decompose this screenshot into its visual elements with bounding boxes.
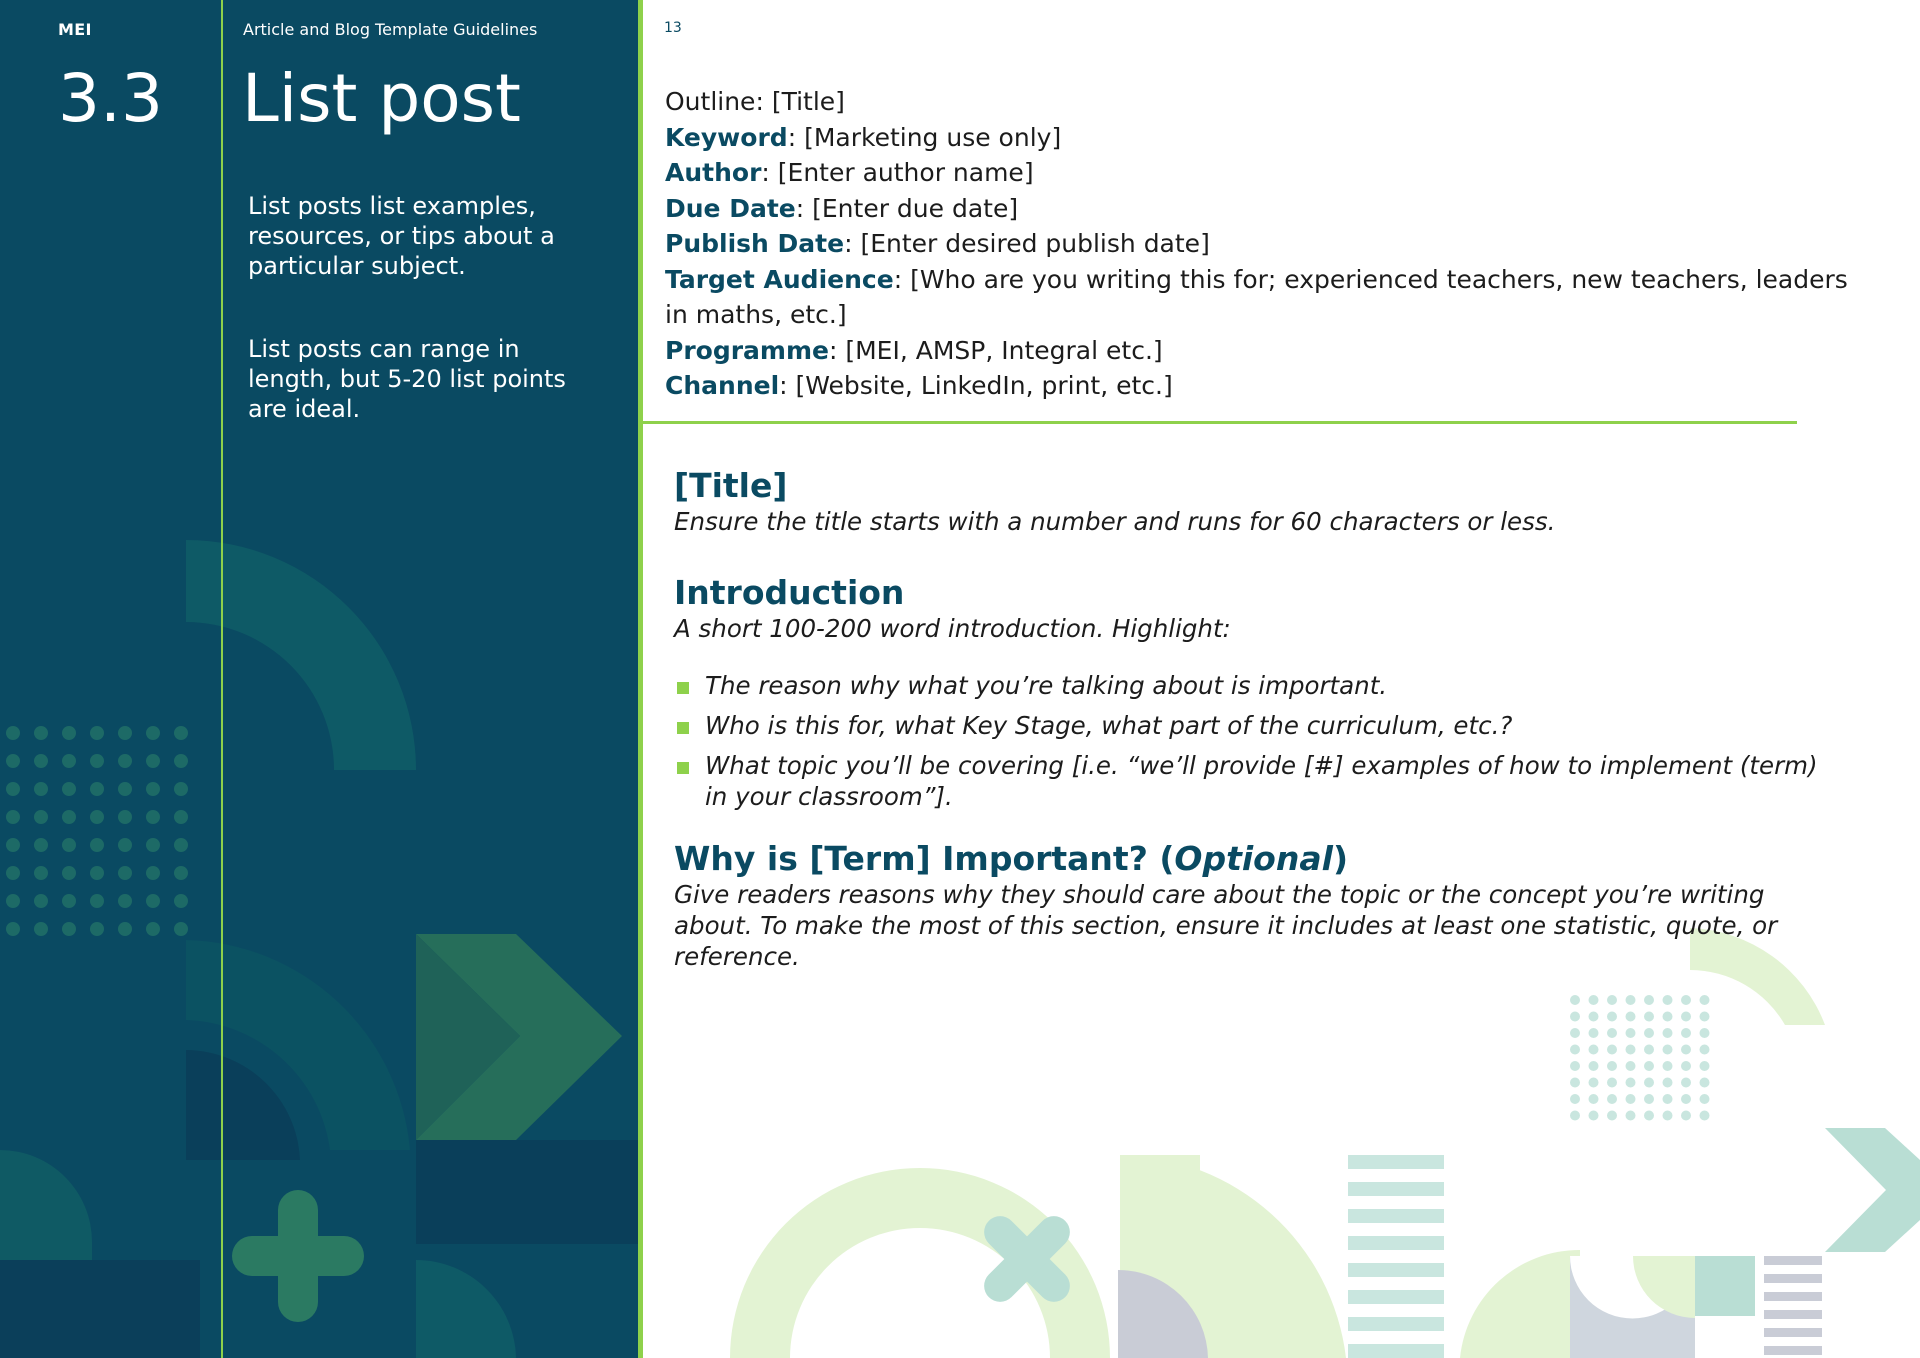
field-value: [Who are you writing this for; experienced teachers, new teachers, leaders in maths, etc.] bbox=[665, 264, 1848, 329]
field-key: Keyword bbox=[665, 122, 788, 152]
field-value: [Marketing use only] bbox=[804, 122, 1062, 152]
why-important-heading bbox=[674, 839, 1844, 879]
field-key: Publish Date bbox=[665, 229, 845, 258]
field-key: Channel bbox=[665, 371, 780, 400]
field-key: Due Date bbox=[665, 193, 796, 223]
brand-logo-text: MEI bbox=[58, 20, 92, 39]
field-key: Target Audience bbox=[665, 264, 894, 294]
field-value: [Enter desired publish date] bbox=[860, 229, 1210, 258]
field-value: [Website, LinkedIn, print, etc.] bbox=[795, 371, 1173, 400]
why-important-note: Give readers reasons why they should care about the topic or the concept you’re writing about. To make the most of this section, ensure it includes at least one statistic, quote, or reference. bbox=[674, 880, 1778, 971]
outline-value: [Title] bbox=[771, 87, 845, 116]
introduction-heading: Introduction bbox=[674, 573, 905, 612]
list-item-text: Who is this for, what Key Stage, what part of the curriculum, etc.? bbox=[705, 711, 1513, 740]
introduction-note: A short 100-200 word introduction. Highlight: bbox=[674, 614, 1231, 643]
outline-row: Outline: [Title] bbox=[665, 87, 845, 116]
title-heading: [Title] bbox=[674, 466, 788, 505]
bullet-square-icon bbox=[677, 722, 689, 734]
outline-block bbox=[665, 84, 1875, 404]
page-number: 13 bbox=[664, 20, 682, 36]
why-heading-main: Why is [Term] Important? ( bbox=[674, 839, 1175, 878]
keyword-row: Keyword: [Marketing use only] bbox=[665, 122, 1062, 152]
field-value: [MEI, AMSP, Integral etc.] bbox=[845, 335, 1163, 365]
document-title: Article and Blog Template Guidelines bbox=[243, 20, 538, 39]
section-description-1: List posts list examples, resources, or tips about a particular subject. bbox=[248, 192, 555, 280]
field-key: Programme bbox=[665, 335, 829, 365]
bullet-square-icon bbox=[677, 682, 689, 694]
title-note: Ensure the title starts with a number and runs for 60 characters or less. bbox=[674, 507, 1556, 536]
section-description-2: List posts can range in length, but 5-20 list points are ideal. bbox=[248, 335, 566, 423]
column-divider bbox=[221, 0, 223, 1358]
target-audience-row: Target Audience: [Who are you writing this for; experienced teachers, new teachers, leaders in maths, etc.] bbox=[665, 264, 1848, 329]
introduction-bullet-list bbox=[674, 670, 1844, 812]
list-item bbox=[674, 710, 1844, 741]
section-title: List post bbox=[242, 60, 521, 137]
programme-row: Programme: [MEI, AMSP, Integral etc.] bbox=[665, 335, 1163, 365]
field-value: [Enter author name] bbox=[777, 158, 1034, 187]
template-content bbox=[674, 466, 1844, 972]
field-value: [Enter due date] bbox=[812, 193, 1019, 223]
why-heading-end: ) bbox=[1332, 839, 1349, 878]
author-row: Author: [Enter author name] bbox=[665, 158, 1034, 187]
list-item bbox=[674, 670, 1844, 701]
optional-tag: Optional bbox=[1174, 839, 1333, 878]
list-item-text: What topic you’ll be covering [i.e. “we’ll provide [#] examples of how to implement (term) in your classroom”]. bbox=[705, 751, 1818, 811]
publish-date-row: Publish Date: [Enter desired publish date] bbox=[665, 229, 1210, 258]
channel-row: Channel: [Website, LinkedIn, print, etc.] bbox=[665, 371, 1173, 400]
field-key: Author bbox=[665, 158, 762, 187]
outline-label: Outline bbox=[665, 87, 756, 116]
bullet-square-icon bbox=[677, 762, 689, 774]
list-item bbox=[674, 750, 1844, 812]
section-divider bbox=[643, 421, 1797, 424]
due-date-row: Due Date: [Enter due date] bbox=[665, 193, 1019, 223]
section-number: 3.3 bbox=[58, 60, 163, 137]
list-item-text: The reason why what you’re talking about is important. bbox=[705, 671, 1388, 700]
